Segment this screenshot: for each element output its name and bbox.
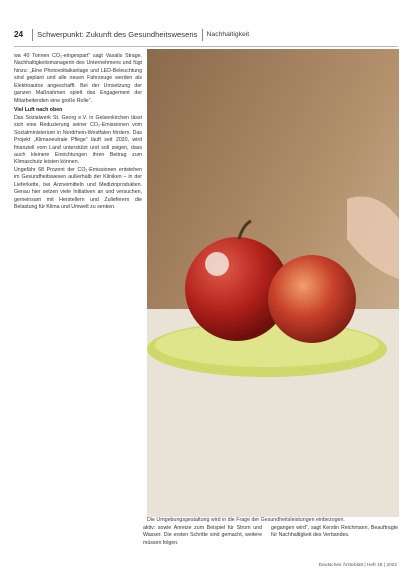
photo-apples-on-plate	[147, 49, 399, 517]
page-footer: Deutsches Ärzteblatt | Heft 18 | 2022	[318, 563, 397, 568]
photo-illustration	[147, 49, 399, 517]
body-paragraph: Ungefähr 68 Prozent der CO₂-Emissionen entstehen im Gesundheitswesen außerhalb der Kliniken – in der Lieferkette, bei Arzneimitteln und Medizinprodukten. Genau hier setzen viele Initiativen an und versuchen, gemeinsam mit Herstellern und Zulieferern die Belastung für Klima und Umwelt zu senken.	[14, 166, 142, 210]
body-paragraph: wa 40 Tonnen CO₂-eingespart“ sagt Vasalis Strage. Nachhaltigkeitsmanagerin des Unternehmens und fügt hinzu: „Eine Photovoltaikanlage und LED-Beleuchtung sind geplant und alle neuen Fahrzeuge werden als Elektroautos angeschafft. Bei der Umsetzung der ganzen Maßnahmen spielt das Engagement der Mitarbeitenden eine große Rolle“.	[14, 53, 142, 104]
rubric-label: Nachhaltigkeit	[206, 30, 250, 38]
text-column-middle	[143, 525, 262, 547]
header-divider	[32, 29, 33, 41]
page-number: 24	[14, 29, 24, 39]
body-paragraph: Das Sozialwerk St. Georg e.V. in Gelsenkirchen lässt sich eine Reduzierung seiner CO₂-Emissionen vom Sozialministerium in Nordrhein-Westfalen fördern. Das Projekt „Klimaneutrale Pflege“ läuft seit 2020, wird finanziell vom Land unterstützt und soll zeigen, dass auch kleinere Einrichtungen ihren Beitrag zum Klimaschutz leisten können.	[14, 114, 142, 166]
text-column-left	[14, 53, 142, 211]
header-rule	[14, 46, 398, 47]
running-header	[14, 28, 249, 42]
photo-caption: Die Umgebungsgestaltung wird in die Frage der Gesundheitsleistungen einbezogen.	[147, 517, 345, 523]
section-title: Schwerpunkt: Zukunft des Gesundheitswesens	[37, 30, 198, 40]
subheading: Viel Luft nach oben	[14, 107, 63, 114]
text-column-right	[271, 525, 398, 540]
header-divider	[202, 29, 203, 41]
body-paragraph: aktiv: sowie Anreize zum Beispiel für Strom und Wasser. Die ersten Schritte sind gemacht, weitere müssen folgen.	[143, 525, 262, 546]
body-paragraph: gegangen wird“, sagt Kerstin Reichmann, Beauftragte für Nachhaltigkeit des Verbandes.	[271, 525, 398, 539]
